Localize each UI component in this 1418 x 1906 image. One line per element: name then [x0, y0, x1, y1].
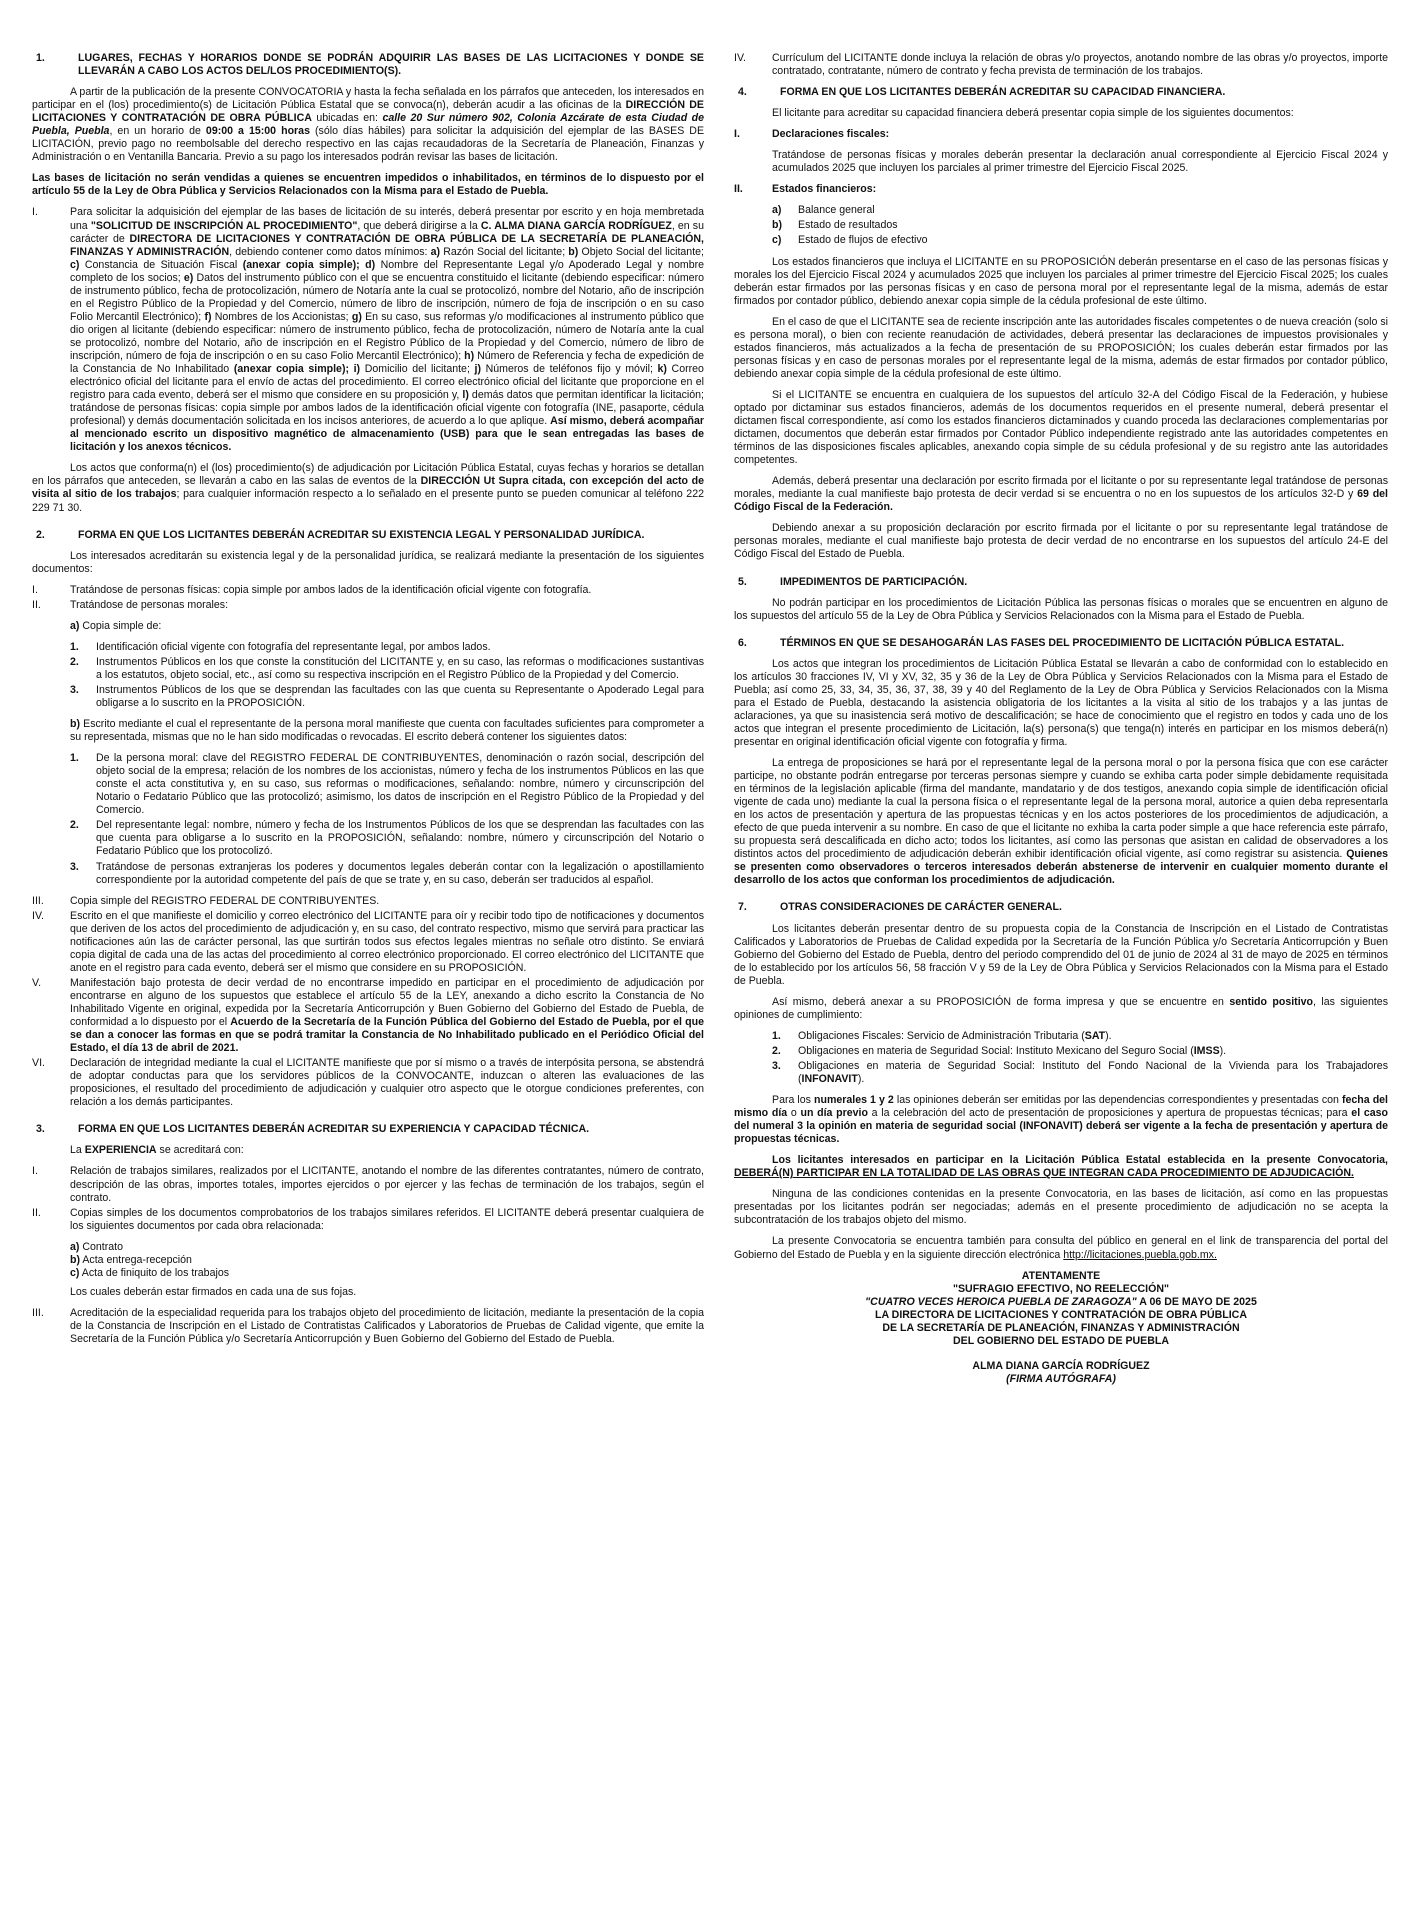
s3-doc-c: c) Acta de finiquito de los trabajos	[70, 1266, 230, 1279]
s3-paragraph-1: La EXPERIENCIA se acreditará con:	[70, 1144, 244, 1157]
s1-paragraph-2: Las bases de licitación no serán vendidas a quienes se encuentren impedidos o inhabilitados, en términos de lo dispuesto por el artículo 55 de la Ley de Obra Pública y Servicios Relacionados con la Misma para el Estado de Puebla.	[32, 172, 704, 198]
s2-item-V: V. Manifestación bajo protesta de decir verdad de no encontrarse impedido en participar en el procedimiento de adjudicación por encontrarse en alguno de los supuestos que establece el artículo 55 de la LEY, anexando a dicho escrito la Constancia de No Inhabilitado Vigente en original, expedida por la Secretaría Anticorrupción y Buen Gobierno del Gobierno del Estado de Puebla, de conformidad a lo dispuesto por el Acuerdo de la Secretaría de la Función Pública del Gobierno del Estado de Puebla, por el que se dan a conocer las formas en que se podrá tramitar la Constancia de No Inhabilitado publicado en el Periódico Oficial del Estado, el día 13 de abril de 2021.	[32, 976, 704, 1055]
s2-a-1: 1. Identificación oficial vigente con fotografía del representante legal, por ambos lados.	[70, 640, 491, 653]
s7-paragraph-3: Para los numerales 1 y 2 las opiniones deberán ser emitidas por las dependencias correspondientes y presentadas con fecha del mismo día o un día previo a la celebración del acto de presentación de proposiciones y apertura de propuestas técnicas; para el caso del numeral 3 la opinión en materia de seguridad social (INFONAVIT) deberá ser vigente a la fecha de presentación y apertura de propuestas técnicas.	[734, 1094, 1388, 1146]
s7-opinion-1: 1. Obligaciones Fiscales: Servicio de Administración Tributaria (SAT).	[772, 1029, 1112, 1042]
s2-item-IV: IV. Escrito en el que manifieste el domicilio y correo electrónico del LICITANTE para oír y recibir todo tipo de notificaciones y documentos que deriven de los actos del procedimiento de adjudicación y, en su caso, del contrato respectivo, mismo que servirá para practicar las notificaciones aún las de carácter personal, las que surtirán todos sus efectos legales mientras no señale otro distinto. Se enviará copia digital de cada una de las actas del procedimiento al correo electrónico proporcionado. El correo electrónico del LICITANTE que anote en el registro para cada evento, deberá ser el mismo que considere en su PROPOSICIÓN.	[32, 909, 704, 974]
s2-item-III: III. Copia simple del REGISTRO FEDERAL DE CONTRIBUYENTES.	[32, 894, 380, 907]
section-4-heading: 4. FORMA EN QUE LOS LICITANTES DEBERÁN ACREDITAR SU CAPACIDAD FINANCIERA.	[738, 86, 1226, 99]
s3-doc-a: a) Contrato	[70, 1240, 124, 1253]
s2-paragraph-1: Los interesados acreditarán su existencia legal y de la personalidad jurídica, se realizará mediante la presentación de los siguientes documentos:	[32, 549, 704, 575]
left-column	[32, 52, 704, 1386]
s7-paragraph-2: Así mismo, deberá anexar a su PROPOSICIÓN de forma impresa y que se encuentre en sentido positivo, las siguientes opiniones de cumplimiento:	[734, 995, 1388, 1021]
s7-paragraph-4: Los licitantes interesados en participar en la Licitación Pública Estatal establecida en la presente Convocatoria, DEBERÁ(N) PARTICIPAR EN LA TOTALIDAD DE LAS OBRAS QUE INTEGRAN CADA PROCEDIMIENTO DE ADJUDICACIÓN.	[734, 1154, 1388, 1180]
s3-item-III: III. Acreditación de la especialidad requerida para los trabajos objeto del procedimiento de licitación, mediante la presentación de la copia de la Constancia de Inscripción en el Listado de Contratistas Calificados y Laboratorios de Pruebas de Calidad vigente, que emite la Secretaría de la Función Pública y/o Secretaría Anticorrupción y Buen Gobierno del Gobierno del Estado de Puebla.	[32, 1306, 704, 1345]
s4-fin-c: c) Estado de flujos de efectivo	[772, 234, 928, 247]
s2-item-I: I. Tratándose de personas físicas: copia simple por ambos lados de la identificación oficial vigente con fotografía.	[32, 583, 592, 596]
s4-fin-b: b) Estado de resultados	[772, 219, 898, 232]
s7-paragraph-5: Ninguna de las condiciones contenidas en la presente Convocatoria, en las bases de licitación, así como en las propuestas presentadas por los licitantes podrán ser negociadas; además en el presente procedimiento de adjudicación no se acepta la subcontratación de los trabajos objeto del mismo.	[734, 1188, 1388, 1227]
s5-paragraph-1: No podrán participar en los procedimientos de Licitación Pública las personas físicas o morales que se encuentren en alguno de los supuestos del artículo 55 de la Ley de Obra Pública y Servicios Relacionados con la Misma para el Estado de Puebla.	[734, 596, 1388, 622]
section-number: 1.	[36, 52, 45, 64]
s3-item-I: I. Relación de trabajos similares, realizados por el LICITANTE, anotando el nombre de las diferentes contratantes, número de contrato, descripción de las obras, importes totales, importes ejercidos o por ejercer y las fechas de terminación de los trabajos, según el contrato.	[32, 1165, 704, 1204]
signatory-name: ALMA DIANA GARCÍA RODRÍGUEZ	[972, 1359, 1150, 1372]
s2-item-VI: VI. Declaración de integridad mediante la cual el LICITANTE manifieste que por sí mismo o a través de interpósita persona, se abstendrá de adoptar conductas para que los servidores públicos de la CONVOCANTE, induzcan o alteren las evaluaciones de las proposiciones, el resultado del procedimiento de adjudicación y cualquier otro aspecto que le otorgue condiciones preferentes, con relación a los demás participantes.	[32, 1057, 704, 1109]
s4-paragraph-7: Debiendo anexar a su proposición declaración por escrito firmada por el licitante o por su representante legal tratándose de personas morales, mediante el cual manifieste bajo protesta de decir verdad de no encontrarse en los supuestos del artículo 24-E del Código Fiscal del Estado de Puebla.	[734, 522, 1388, 561]
s2-item-II: II. Tratándose de personas morales:	[32, 598, 229, 611]
s2-b-1: 1. De la persona moral: clave del REGISTRO FEDERAL DE CONTRIBUYENTES, denominación o razón social, descripción del objeto social de la empresa; relación de los nombres de los accionistas, número y fecha de los instrumentos Públicos en las que conste el acta constitutiva y, en su caso, sus reformas o modificaciones, señalando: nombre, número y circunscripción del Notario o Fedatario Público que las protocolizó; asimismo, los datos de inscripción en el Registro Público de la Propiedad y del Comercio.	[70, 752, 704, 817]
s2-b-3: 3. Tratándose de personas extranjeras los poderes y documentos legales deberán contar con la legalización o apostillamiento correspondiente por la autoridad competente del país de que se trate y, en su caso, deberán ser traducidos al español.	[70, 860, 704, 886]
s1-paragraph-3: Los actos que conforma(n) el (los) procedimiento(s) de adjudicación por Licitación Pública Estatal, cuyas fechas y horarios se detallan en los párrafos que anteceden, se llevarán a cabo en las salas de eventos de la DIRECCIÓN Ut Supra citada, con excepción del acto de visita al sitio de los trabajos; para cualquier información respecto a lo señalado en el presente punto se pueden comunicar al teléfono 222 229 71 30.	[32, 462, 704, 514]
section-1-heading	[32, 52, 704, 78]
s6-paragraph-1: Los actos que integran los procedimientos de Licitación Pública Estatal se llevarán a cabo de conformidad con lo establecido en los artículos 30 fracciones IV, VI y XV, 32, 35 y 36 de la Ley de Obra Pública y Servicios Relacionados con la Misma para el Estado de Puebla; así como 25, 33, 34, 35, 36, 37, 38, 39 y 40 del Reglamento de la Ley de Obra Pública y Servicios Relacionados con la Misma para el Estado de Puebla, destacando la asistencia obligatoria de los licitantes a la visita al sitio de los trabajos y a las juntas de aclaraciones, ya que su inasistencia será motivo de descalificación; se hace de conocimiento que el registro en todos y cada uno de los actos que integran el presente procedimiento de Licitación, la(s) persona(s) que tenga(n) interés en participar en los mismos deberá(n) presentar en original identificación oficial vigente con fotografía y firma.	[734, 657, 1388, 748]
section-7-heading: 7. OTRAS CONSIDERACIONES DE CARÁCTER GENERAL.	[738, 901, 1062, 914]
s2-a-3: 3. Instrumentos Públicos de los que se desprendan las facultades con las que cuenta su Representante o Apoderado Legal para obligarse a lo suscrito en la PROPOSICIÓN.	[70, 683, 704, 710]
s1-paragraph-1: A partir de la publicación de la presente CONVOCATORIA y hasta la fecha señalada en los párrafos que anteceden, los interesados en participar en el (los) procedimiento(s) de Licitación Pública Estatal que se convoca(n), deberán acudir a las oficinas de la DIRECCIÓN DE LICITACIONES Y CONTRATACIÓN DE OBRA PÚBLICA ubicadas en: calle 20 Sur número 902, Colonia Azcárate de esta Ciudad de Puebla, Puebla, en un horario de 09:00 a 15:00 horas (sólo días hábiles) para solicitar la adquisición del ejemplar de las BASES DE LICITACIÓN, previo pago no reembolsable del derecho respectivo en las cajas recaudadoras de la Secretaría de Planeación, Finanzas y Administración o en Ventanilla Bancaria. Previo a su pago los interesados podrán revisar las bases de licitación.	[32, 86, 705, 164]
s7-paragraph-6: La presente Convocatoria se encuentra también para consulta del público en general en el link de transparencia del portal del Gobierno del Estado de Puebla y en la siguiente dirección electrónica http://licitaciones.puebla.gob.mx.	[734, 1235, 1388, 1261]
section-6-heading: 6. TÉRMINOS EN QUE SE DESAHOGARÁN LAS FASES DEL PROCEDIMIENTO DE LICITACIÓN PÚBLICA ESTATAL.	[738, 636, 1345, 649]
s3-paragraph-2: Los cuales deberán estar firmados en cada una de sus fojas.	[70, 1285, 357, 1298]
signature-block: ATENTAMENTE "SUFRAGIO EFECTIVO, NO REELECCIÓN" "CUATRO VECES HEROICA PUEBLA DE ZARAGOZA" A 06 DE MAYO DE 2025 LA DIRECTORA DE LICITACIONES Y CONTRATACIÓN DE OBRA PÚBLICA DE LA SECRETARÍA DE PLANEACIÓN, FINANZAS Y ADMINISTRACIÓN DEL GOBIERNO DEL ESTADO DE PUEBLA ALMA DIANA GARCÍA RODRÍGUEZ (FIRMA AUTÓGRAFA)	[734, 1270, 1388, 1386]
s2-a-2: 2. Instrumentos Públicos en los que conste la constitución del LICITANTE y, en su caso, las reformas o modificaciones sustantivas a los estatutos, objeto social, etc., así como su respectiva inscripción en el Registro Público de la Propiedad y del Comercio.	[70, 655, 704, 681]
s4-item-I: I. Declaraciones fiscales:	[734, 128, 890, 141]
s2-subitem-b: b) Escrito mediante el cual el representante de la persona moral manifieste que cuenta con facultades suficientes para comprometer a su representada, mismas que no le han sido modificadas o revocadas. El escrito deberá contener los siguientes datos:	[70, 718, 704, 744]
s7-opinion-3: 3. Obligaciones en materia de Seguridad Social: Instituto del Fondo Nacional de la Vivienda para los Trabajadores (INFONAVIT).	[772, 1059, 1388, 1085]
s4-paragraph-4: En el caso de que el LICITANTE sea de reciente inscripción ante las autoridades fiscales competentes o de nueva creación (solo si es persona moral), o bien con reciente reanudación de actividades, deberá presentar las declaraciones de impuestos provisionales y estados financieros, más actualizados a la fecha de presentación de su PROPOSICIÓN; los cuales deberán estar firmados por las personas físicas y en caso de personas morales por el representante legal de la misma, además de estar firmados por contador público, debiendo anexar copia simple de la cédula profesional de este último.	[734, 315, 1388, 380]
s3-item-II: II. Copias simples de los documentos comprobatorios de los trabajos similares referidos. El LICITANTE deberá presentar cualquiera de los siguientes documentos por cada obra relacionada:	[32, 1206, 704, 1232]
s2-subitem-a: a) Copia simple de:	[70, 619, 162, 632]
s4-paragraph-5: Si el LICITANTE se encuentra en cualquiera de los supuestos del artículo 32-A del Código Fiscal de la Federación, y hubiese optado por dictaminar sus estados financieros, además de los documentos requeridos en el presente numeral, deberá presentar el dictamen fiscal correspondiente, así como los estados financieros dictaminados y cuando proceda las declaraciones complementarias por dictamen, documentos que deberán estar firmados por Contador Público independiente registrado ante las autoridades competentes en términos de las disposiciones fiscales aplicables, anexando copia simple de su cédula profesional y de su registro ante las autoridades competentes.	[734, 388, 1388, 467]
s3-item-IV: IV. Currículum del LICITANTE donde incluya la relación de obras y/o proyectos, anotando nombre de las obras y/o proyectos, importe contratado, contratante, número de contrato y fecha prevista de terminación de los trabajos.	[734, 52, 1388, 78]
s6-paragraph-2: La entrega de proposiciones se hará por el representante legal de la persona moral o por la persona física que con ese carácter participe, no obstante podrán entregarse por terceras personas siempre y cuando se exhiba carta poder simple debidamente requisitada en términos de la legislación aplicable (firma del mandante, mandatario y de dos testigos, anexando copia simple de identificación oficial vigente de cada uno) mediante la cual la persona física o el representante legal de la persona moral, autorice a quien deba representarla en los actos de presentación y apertura de las propuestas técnicas y en los actos posteriores de los procedimientos de adjudicación, a efecto de que pueda intervenir a su nombre. En caso de que el licitante no exhiba la carta poder simple a que hace referencia este párrafo, su propuesta será descalificada en dicho acto; todos los licitantes, así como las personas que asistan en calidad de observadores a los distintos actos del procedimiento de adjudicación deberán exhibir identificación oficial vigente, así como registrar su asistencia. Quienes se presenten como observadores o terceros interesados deberán abstenerse de intervenir en cualquier momento durante el desarrollo de los actos que conforman los procedimientos de adjudicación.	[734, 757, 1388, 887]
transparency-link[interactable]: http://licitaciones.puebla.gob.mx.	[1063, 1248, 1217, 1261]
s4-paragraph-1: El licitante para acreditar su capacidad financiera deberá presentar copia simple de los siguientes documentos:	[772, 107, 1294, 120]
s4-fin-a: a) Balance general	[772, 204, 875, 217]
s4-paragraph-2: Tratándose de personas físicas y morales deberán presentar la declaración anual correspondiente al Ejercicio Fiscal 2024 y acumulados 2025 que incluyen los parciales al primer trimestre del Ejercicio Fiscal 2025.	[772, 149, 1388, 175]
s4-item-II: II. Estados financieros:	[734, 183, 877, 196]
s3-doc-b: b) Acta entrega-recepción	[70, 1253, 192, 1266]
s2-b-2: 2. Del representante legal: nombre, número y fecha de los Instrumentos Públicos de los que se desprendan las facultades con las que cuenta para obligarse a lo suscrito en la PROPOSICIÓN, señalando: nombre, número y circunscripción del Notario o Fedatario Público que los protocolizó.	[70, 819, 704, 858]
s1-item-I: I. Para solicitar la adquisición del ejemplar de las bases de licitación de su interés, deberá presentar por escrito y en hoja membretada una "SOLICITUD DE INSCRIPCIÓN AL PROCEDIMIENTO", que deberá dirigirse a la C. ALMA DIANA GARCÍA RODRÍGUEZ, en su carácter de DIRECTORA DE LICITACIONES Y CONTRATACIÓN DE OBRA PÚBLICA DE LA SECRETARÍA DE PLANEACIÓN, FINANZAS Y ADMINISTRACIÓN, debiendo contener como datos mínimos: a) Razón Social del licitante; b) Objeto Social del licitante; c) Constancia de Situación Fiscal (anexar copia simple); d) Nombre del Representante Legal y/o Apoderado Legal y nombre completo de los socios; e) Datos del instrumento público con el que se encuentra constituido el licitante (debiendo especificar: número de instrumento público, fecha de protocolización, número de Notaría ante la cual se protocolizó, nombre del Notario, año de inscripción en el Registro Público de la Propiedad y del Comercio, número de libro de inscripción, número de foja de inscripción o en su caso Folio Mercantil Electrónico); f) Nombres de los Accionistas; g) En su caso, sus reformas y/o modificaciones al instrumento público que dio origen al licitante (debiendo especificar: número de instrumento público, fecha de protocolización, número de Notaría ante la cual se protocolizó, nombre del Notario, año de inscripción en el Registro Público de la Propiedad y del Comercio, número de libro de inscripción, número de foja de inscripción o en su caso Folio Mercantil Electrónico); h) Número de Referencia y fecha de expedición de la Constancia de No Inhabilitado (anexar copia simple); i) Domicilio del licitante; j) Números de teléfonos fijo y móvil; k) Correo electrónico oficial del licitante para el envío de actas del procedimiento. El correo electrónico oficial del licitante que proporcione en el registro para cada evento, deberá ser el mismo que considere en su proposición y, l) demás datos que permitan identificar la licitación; tratándose de personas físicas: copia simple por ambos lados de la identificación oficial vigente con fotografía (INE, pasaporte, cédula profesional) y demás documentación solicitada en los incisos anteriores, de acuerdo a lo que aplique. Así mismo, deberá acompañar al mencionado escrito un dispositivo magnético de almacenamiento (USB) para que le sean entregadas las bases de licitación y los anexos técnicos.	[32, 206, 705, 454]
s7-paragraph-1: Los licitantes deberán presentar dentro de su propuesta copia de la Constancia de Inscripción en el Listado de Contratistas Calificados y Laboratorios de Pruebas de Calidad expedida por la Secretaría de la Función Pública y/o Secretaría Anticorrupción y Buen Gobierno del Gobierno del Estado de Puebla, dentro del periodo comprendido del 01 de junio de 2024 al 31 de mayo de 2025 en términos de lo establecido por los artículos 56, 58 fracción V y 59 de la Ley de Obra Pública y Servicios Relacionados con la Misma para el Estado de Puebla.	[734, 922, 1388, 987]
section-title: LUGARES, FECHAS Y HORARIOS DONDE SE PODRÁN ADQUIRIR LAS BASES DE LAS LICITACIONES Y DONDE SE LLEVARÁN A CABO LOS ACTOS DEL/LOS PROCEDIMIENTO(S).	[78, 52, 704, 78]
section-2-heading: 2. FORMA EN QUE LOS LICITANTES DEBERÁN ACREDITAR SU EXISTENCIA LEGAL Y PERSONALIDAD JURÍDICA.	[36, 528, 645, 541]
section-3-heading: 3. FORMA EN QUE LOS LICITANTES DEBERÁN ACREDITAR SU EXPERIENCIA Y CAPACIDAD TÉCNICA.	[36, 1123, 590, 1136]
s4-paragraph-6: Además, deberá presentar una declaración por escrito firmada por el licitante o por su representante legal tratándose de personas morales, mediante la cual manifieste bajo protesta de decir verdad si se encuentra o no en los supuestos de los artículos 32-D y 69 del Código Fiscal de la Federación.	[734, 475, 1388, 514]
section-5-heading: 5. IMPEDIMENTOS DE PARTICIPACIÓN.	[738, 575, 968, 588]
right-column	[734, 52, 1388, 1386]
s4-paragraph-3: Los estados financieros que incluya el LICITANTE en su PROPOSICIÓN deberán presentarse en el caso de las personas físicas y morales los del Ejercicio Fiscal 2024 y acumulados 2025 que incluyen los parciales al primer trimestre del Ejercicio Fiscal 2025; los cuales deberán estar firmados por las personas físicas y en caso de persona moral por el representante legal de la misma, además de estar firmados por contador público, debiendo anexar copia simple de la cédula profesional de este último.	[734, 255, 1388, 307]
s7-opinion-2: 2. Obligaciones en materia de Seguridad Social: Instituto Mexicano del Seguro Social (IMSS).	[772, 1044, 1227, 1057]
two-column-layout	[32, 52, 1388, 1386]
